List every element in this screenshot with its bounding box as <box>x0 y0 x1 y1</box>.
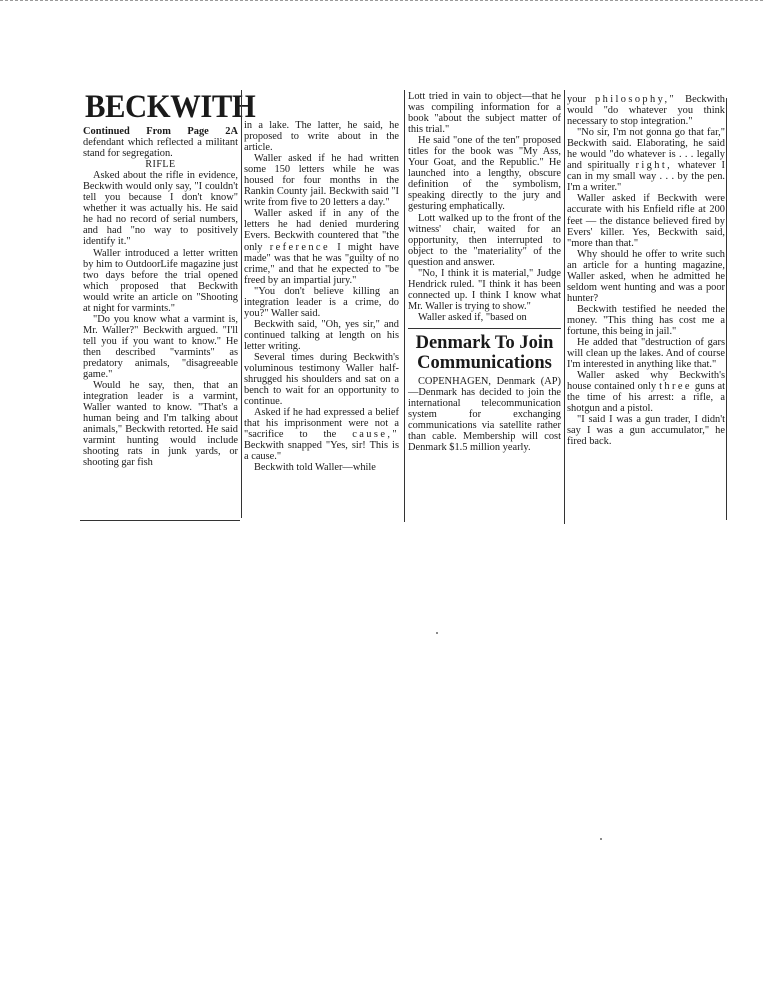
column3-paragraph: Lott walked up to the front of the witness' chair, waited for an opportunity, then interrupted to object to the "materiality" of the question and answer. <box>408 212 561 268</box>
spaced-word: right, <box>635 160 673 172</box>
column2-paragraph: Waller asked if he had written some 150 letters while he was housed for four months in the Rankin County jail. Beckwith said "I write from five to 20 letters a day." <box>244 153 399 209</box>
column3-paragraph: He said "one of the ten" proposed titles for the book was "My Ass, Your Goat, and the Republic." He launched into a lengthy, obscure definition of the symbolism, speaking directly to the jury and gesturing emphatically. <box>408 135 561 213</box>
text-run: guns at the time of his arrest: a rifle, a shotgun and a pistol. <box>567 381 725 415</box>
spaced-word: three <box>659 381 692 393</box>
column2-paragraph <box>244 208 399 285</box>
bottom-rule <box>80 520 240 521</box>
column-3 <box>408 91 561 453</box>
column1-paragraph: "Do you know what a varmint is, Mr. Waller?" Beckwith argued. "I'll tell you if you want to know." He then described "varmints" as predatory animals, "disagreeable game." <box>83 313 238 381</box>
column4-paragraph <box>567 94 725 127</box>
column2-paragraph: Beckwith told Waller—while <box>254 462 376 474</box>
column-2 <box>244 120 399 474</box>
column-rule <box>404 90 405 522</box>
column3-paragraph: "No, I think it is material," Judge Hendrick ruled. "I think it has been connected up. I think I know what Mr. Waller is trying to show." <box>408 267 561 312</box>
column4-paragraph: "I said I was a gun trader, I didn't say I was a gun accumulator," he fired back. <box>567 414 725 448</box>
column2-paragraph: Beckwith said, "Oh, yes sir," and continued talking at length on his letter writing. <box>244 318 399 352</box>
article-headline: BECKWITH <box>85 89 256 125</box>
column2-paragraph: in a lake. The latter, he said, he proposed to write about in the article. <box>244 120 399 154</box>
spaced-word: cause," <box>352 429 399 441</box>
column4-paragraph <box>567 370 725 414</box>
column1-paragraph: Waller introduced a letter written by him to OutdoorLife magazine just two days before the trial opened which proposed that Beckwith would write an article on "Shooting at night for varmints." <box>83 247 238 314</box>
box-top-rule <box>408 328 561 329</box>
column4-paragraph: He added that "destruction of gars will clean up the lakes. And of course I'm interested in anything like that." <box>567 337 725 371</box>
column3-paragraph: Lott tried in vain to object—that he was compiling information for a book "about the subject matter of this trial." <box>408 91 561 136</box>
column4-paragraph: Waller asked if Beckwith were accurate with his Enfield rifle at 200 feet — the distance believed fired by Evers' killer. Yes, Beckwith said, "more than that." <box>567 193 725 249</box>
continued-from-label: Continued From Page 2A <box>83 126 238 137</box>
spaced-word: philosophy," <box>595 94 677 105</box>
column3-paragraph: Waller asked if, "based on <box>418 311 527 323</box>
newspaper-clipping <box>80 90 728 522</box>
column4-paragraph: Why should he offer to write such an article for a hunting magazine, Waller asked, when he admitted he seldom went hunting and was a poor hunter? <box>567 248 725 304</box>
text-run: I might have made" was that he was "guilty of no crime," and that he expected to "be freed by an impartial jury." <box>244 241 399 286</box>
column-rule <box>726 98 727 520</box>
scan-top-border <box>0 0 763 1</box>
denmark-story-text: COPENHAGEN, Denmark (AP)—Denmark has decided to join the international telecommunication system for exchanging communications via satellite rather than cable. Membership will cost Denmark $1.5 million yearly. <box>408 375 561 454</box>
spaced-word: reference <box>269 241 330 253</box>
column-rule <box>241 90 242 518</box>
text-run: Waller asked if in any of the letters he had denied murdering Evers. Beckwith countered that "the only <box>244 208 399 253</box>
text-run: Asked if he had expressed a belief that his imprisonment were not a "sacrifice to the <box>244 407 399 441</box>
column-rule <box>564 90 565 524</box>
column-1 <box>83 89 256 469</box>
text-run: your <box>567 94 587 105</box>
column2-paragraph: "You don't believe killing an integration leader is a crime, do you?" Waller said. <box>244 285 399 319</box>
column-4 <box>567 94 725 448</box>
text-run: Waller asked why Beckwith's house contained only <box>567 370 725 393</box>
column1-paragraph: Would he say, then, that an integration leader is a varmint, Waller wanted to know. "That's a human being and I'm talking about animals," Beckwith retorted. He said varmint hunting would include shooting rats in junk yards, or shooting gar fish <box>83 380 238 469</box>
text-run: Beckwith snapped "Yes, sir! This is a cause." <box>244 440 399 463</box>
text-run: Beckwith would "do whatever you think necessary to stop integration." <box>567 94 725 128</box>
column2-paragraph: Several times during Beckwith's voluminous testimony Waller half-shrugged his shoulders and sat on a bench to wait for an opportunity to continue. <box>244 351 399 408</box>
continued-paragraph <box>83 126 238 159</box>
subhead-rifle: RIFLE <box>145 159 176 171</box>
scan-speck <box>436 632 438 634</box>
text-run: "No sir, I'm not gonna go that far," Beckwith said. Elaborating, he said he would "do whatever is . . . legally and spiritually <box>567 127 725 172</box>
column2-paragraph <box>244 407 399 462</box>
column1-paragraph: Asked about the rifle in evidence, Beckwith would only say, "I couldn't tell you because I don't know" whether it was actually his. He said he had no record of serial numbers, and had "no way to positively identify it." <box>83 170 238 248</box>
column1-text-0: defendant which reflected a militant stand for segregation. <box>83 137 238 160</box>
denmark-headline: Denmark To Join Communications <box>415 332 554 373</box>
column4-paragraph: Beckwith testified he needed the money. "This thing has cost me a fortune, this being in jail." <box>567 303 725 337</box>
column4-paragraph <box>567 127 725 193</box>
scan-speck <box>600 838 602 840</box>
text-run: whatever I can in my small way . . . by the pen. I'm a writer." <box>567 160 725 194</box>
